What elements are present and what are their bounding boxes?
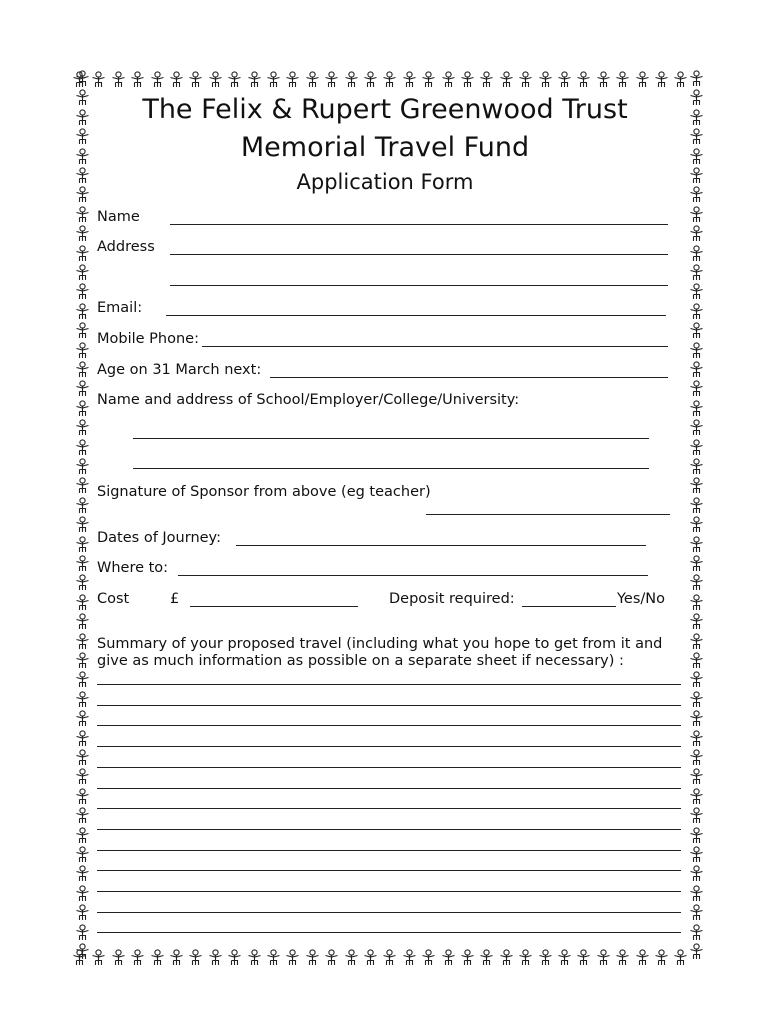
stick-figure-icon (538, 949, 553, 969)
stick-figure-icon (75, 555, 90, 575)
stick-figure-icon (75, 710, 90, 730)
stick-figure-icon (689, 788, 704, 808)
stick-figure-icon (344, 949, 359, 969)
stick-figure-icon (479, 71, 494, 91)
dates-of-journey-field[interactable] (236, 545, 646, 546)
stick-figure-icon (227, 71, 242, 91)
summary-instructions-line1: Summary of your proposed travel (including what you hope to get from it and (97, 636, 663, 652)
stick-figure-icon (75, 419, 90, 439)
summary-answer-line[interactable] (97, 912, 681, 913)
stick-figure-icon (689, 497, 704, 517)
stick-figure-icon (75, 245, 90, 265)
stick-figure-icon (441, 71, 456, 91)
stick-figure-icon (689, 477, 704, 497)
stick-figure-icon (689, 904, 704, 924)
stick-figure-icon (689, 361, 704, 381)
stick-figure-icon (689, 342, 704, 362)
deposit-required-label: Deposit required: (389, 591, 515, 607)
name-field[interactable] (170, 224, 668, 225)
stick-figure-icon (689, 633, 704, 653)
stick-figure-icon (402, 71, 417, 91)
summary-instructions-line2: give as much information as possible on a separate sheet if necessary) : (97, 653, 624, 669)
summary-answer-line[interactable] (97, 932, 681, 933)
stick-figure-icon (305, 71, 320, 91)
stick-figure-icon (75, 458, 90, 478)
decorative-border-left (72, 70, 96, 962)
stick-figure-icon (188, 949, 203, 969)
stick-figure-icon (247, 949, 262, 969)
summary-answer-line[interactable] (97, 684, 681, 685)
stick-figure-icon (689, 885, 704, 905)
summary-answer-line[interactable] (97, 705, 681, 706)
stick-figure-icon (402, 949, 417, 969)
stick-figure-icon (75, 788, 90, 808)
stick-figure-icon (75, 691, 90, 711)
summary-answer-line[interactable] (97, 829, 681, 830)
stick-figure-icon (689, 225, 704, 245)
stick-figure-icon (689, 70, 704, 90)
age-field[interactable] (270, 377, 668, 378)
stick-figure-icon (421, 949, 436, 969)
stick-figure-icon (421, 71, 436, 91)
deposit-amount-field[interactable] (522, 606, 616, 607)
stick-figure-icon (266, 949, 281, 969)
stick-figure-icon (150, 71, 165, 91)
summary-answer-line[interactable] (97, 808, 681, 809)
email-field[interactable] (166, 315, 666, 316)
stick-figure-icon (324, 949, 339, 969)
stick-figure-icon (689, 671, 704, 691)
summary-answer-line[interactable] (97, 850, 681, 851)
mobile-phone-label: Mobile Phone: (97, 331, 199, 347)
stick-figure-icon (75, 380, 90, 400)
address-field-line1[interactable] (170, 254, 668, 255)
summary-answer-line[interactable] (97, 725, 681, 726)
stick-figure-icon (75, 671, 90, 691)
stick-figure-icon (689, 264, 704, 284)
stick-figure-icon (654, 71, 669, 91)
stick-figure-icon (689, 206, 704, 226)
stick-figure-icon (75, 400, 90, 420)
stick-figure-icon (518, 71, 533, 91)
stick-figure-icon (689, 303, 704, 323)
decorative-border-bottom (72, 946, 708, 970)
stick-figure-icon (538, 71, 553, 91)
stick-figure-icon (75, 283, 90, 303)
form-title-line1: The Felix & Rupert Greenwood Trust (142, 94, 628, 125)
address-label: Address (97, 239, 155, 255)
stick-figure-icon (576, 949, 591, 969)
stick-figure-icon (75, 303, 90, 323)
stick-figure-icon (344, 71, 359, 91)
cost-label: Cost (97, 591, 130, 607)
school-label: Name and address of School/Employer/College/University: (97, 392, 520, 408)
stick-figure-icon (75, 536, 90, 556)
stick-figure-icon (111, 71, 126, 91)
stick-figure-icon (75, 924, 90, 944)
stick-figure-icon (188, 71, 203, 91)
stick-figure-icon (689, 400, 704, 420)
stick-figure-icon (75, 206, 90, 226)
stick-figure-icon (689, 846, 704, 866)
stick-figure-icon (689, 613, 704, 633)
stick-figure-icon (689, 574, 704, 594)
stick-figure-icon (75, 846, 90, 866)
stick-figure-icon (689, 691, 704, 711)
age-label: Age on 31 March next: (97, 362, 262, 378)
stick-figure-icon (382, 71, 397, 91)
stick-figure-icon (208, 71, 223, 91)
summary-answer-line[interactable] (97, 788, 681, 789)
stick-figure-icon (460, 71, 475, 91)
stick-figure-icon (689, 458, 704, 478)
stick-figure-icon (75, 264, 90, 284)
sponsor-signature-label: Signature of Sponsor from above (eg teacher) (97, 484, 431, 500)
stick-figure-icon (75, 807, 90, 827)
address-field-line2[interactable] (170, 285, 668, 286)
stick-figure-icon (75, 652, 90, 672)
stick-figure-icon (557, 949, 572, 969)
form-subtitle: Application Form (296, 170, 474, 194)
stick-figure-icon (460, 949, 475, 969)
school-field-line2[interactable] (133, 468, 649, 469)
stick-figure-icon (266, 71, 281, 91)
stick-figure-icon (576, 71, 591, 91)
stick-figure-icon (75, 613, 90, 633)
stick-figure-icon (247, 71, 262, 91)
stick-figure-icon (689, 283, 704, 303)
summary-answer-line[interactable] (97, 870, 681, 871)
stick-figure-icon (75, 827, 90, 847)
stick-figure-icon (499, 949, 514, 969)
stick-figure-icon (441, 949, 456, 969)
stick-figure-icon (363, 71, 378, 91)
stick-figure-icon (75, 865, 90, 885)
stick-figure-icon (596, 71, 611, 91)
stick-figure-icon (75, 594, 90, 614)
stick-figure-icon (689, 827, 704, 847)
stick-figure-icon (130, 949, 145, 969)
stick-figure-icon (689, 924, 704, 944)
dates-of-journey-label: Dates of Journey: (97, 530, 221, 546)
stick-figure-icon (615, 71, 630, 91)
currency-symbol: £ (170, 591, 180, 607)
stick-figure-icon (689, 768, 704, 788)
stick-figure-icon (596, 949, 611, 969)
stick-figure-icon (75, 885, 90, 905)
stick-figure-icon (689, 555, 704, 575)
stick-figure-icon (75, 574, 90, 594)
stick-figure-icon (75, 730, 90, 750)
stick-figure-icon (208, 949, 223, 969)
stick-figure-icon (169, 949, 184, 969)
stick-figure-icon (75, 768, 90, 788)
stick-figure-icon (689, 536, 704, 556)
stick-figure-icon (689, 419, 704, 439)
stick-figure-icon (111, 949, 126, 969)
stick-figure-icon (324, 71, 339, 91)
stick-figure-icon (75, 497, 90, 517)
stick-figure-icon (75, 361, 90, 381)
stick-figure-icon (75, 225, 90, 245)
stick-figure-icon (615, 949, 630, 969)
stick-figure-icon (689, 594, 704, 614)
stick-figure-icon (689, 652, 704, 672)
stick-figure-icon (75, 633, 90, 653)
stick-figure-icon (689, 516, 704, 536)
email-label: Email: (97, 300, 143, 316)
stick-figure-icon (75, 322, 90, 342)
stick-figure-icon (75, 904, 90, 924)
decorative-border-top (72, 68, 708, 92)
stick-figure-icon (689, 439, 704, 459)
stick-figure-icon (75, 439, 90, 459)
stick-figure-icon (285, 949, 300, 969)
stick-figure-icon (689, 865, 704, 885)
stick-figure-icon (557, 71, 572, 91)
where-to-field[interactable] (178, 575, 648, 576)
stick-figure-icon (75, 516, 90, 536)
stick-figure-icon (689, 245, 704, 265)
stick-figure-icon (75, 749, 90, 769)
where-to-label: Where to: (97, 560, 169, 576)
stick-figure-icon (305, 949, 320, 969)
stick-figure-icon (130, 71, 145, 91)
stick-figure-icon (227, 949, 242, 969)
stick-figure-icon (635, 71, 650, 91)
form-title-line2: Memorial Travel Fund (240, 132, 530, 163)
stick-figure-icon (169, 71, 184, 91)
stick-figure-icon (75, 477, 90, 497)
stick-figure-icon (285, 71, 300, 91)
stick-figure-icon (689, 730, 704, 750)
stick-figure-icon (75, 943, 90, 963)
summary-answer-line[interactable] (97, 746, 681, 747)
stick-figure-icon (363, 949, 378, 969)
stick-figure-icon (635, 949, 650, 969)
mobile-phone-field[interactable] (202, 346, 668, 347)
stick-figure-icon (518, 949, 533, 969)
stick-figure-icon (382, 949, 397, 969)
stick-figure-icon (75, 342, 90, 362)
stick-figure-icon (479, 949, 494, 969)
stick-figure-icon (499, 71, 514, 91)
stick-figure-icon (689, 380, 704, 400)
summary-answer-line[interactable] (97, 891, 681, 892)
stick-figure-icon (150, 949, 165, 969)
deposit-yes-no[interactable]: Yes/No (617, 591, 666, 607)
decorative-border-right (686, 70, 710, 962)
stick-figure-icon (689, 710, 704, 730)
cost-field[interactable] (190, 606, 358, 607)
stick-figure-icon (654, 949, 669, 969)
stick-figure-icon (689, 807, 704, 827)
summary-answer-line[interactable] (97, 767, 681, 768)
sponsor-signature-field[interactable] (426, 514, 670, 515)
school-field-line1[interactable] (133, 438, 649, 439)
name-label: Name (97, 209, 140, 225)
stick-figure-icon (75, 70, 90, 90)
stick-figure-icon (689, 943, 704, 963)
stick-figure-icon (689, 322, 704, 342)
stick-figure-icon (689, 749, 704, 769)
